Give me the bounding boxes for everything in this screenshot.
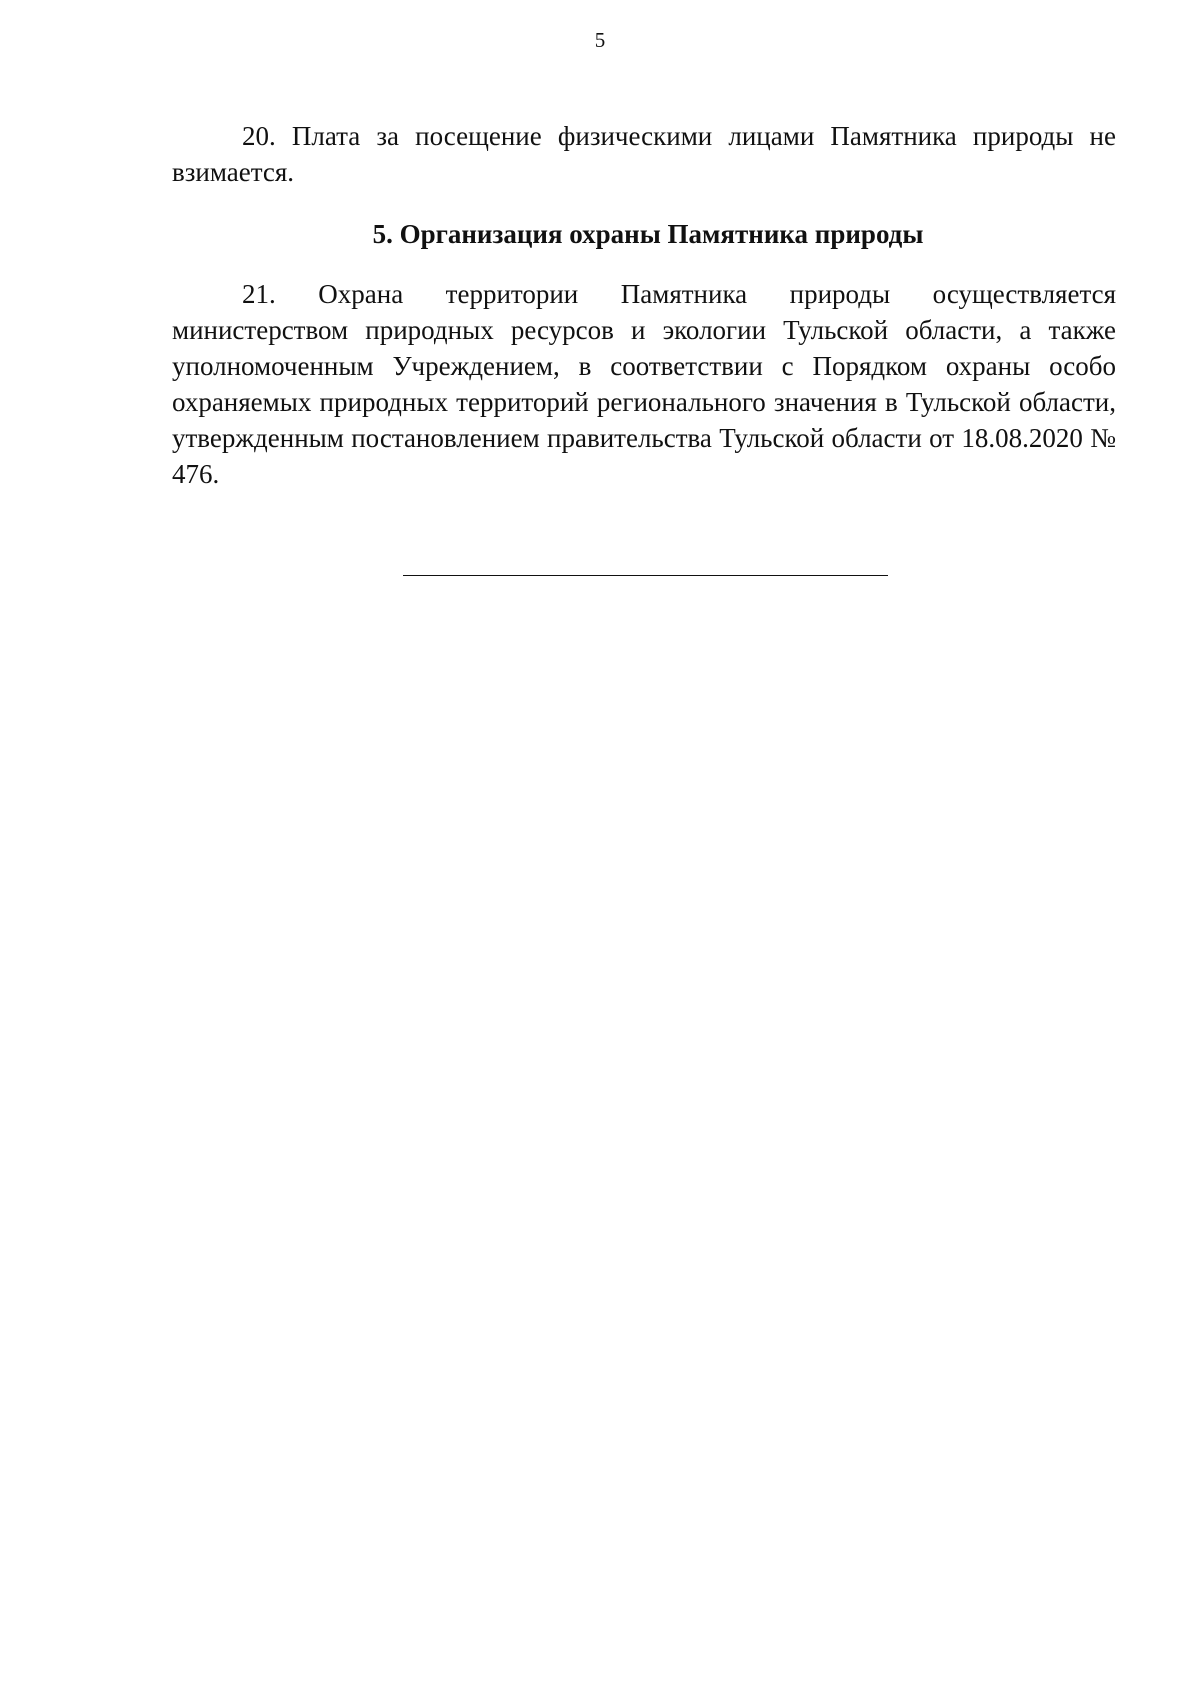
page-number: 5 bbox=[594, 28, 606, 52]
end-separator-line bbox=[403, 575, 888, 576]
section-heading: 5. Организация охраны Памятника природы bbox=[372, 219, 924, 249]
paragraph-20: 20. Плата за посещение физическими лицами Памятника природы не взимается. bbox=[172, 121, 1116, 187]
paragraph-21: 21. Охрана территории Памятника природы осуществляется министерством природных ресурсов и экологии Тульской области, а также уполномоченным Учреждением, в соответствии с Порядком охраны особо охраняемых природных территорий регионального значения в Тульской области, утвержденным постановлением правительства Тульской области от 18.08.2020 № 476. bbox=[172, 279, 1116, 489]
document-body bbox=[172, 118, 1116, 492]
